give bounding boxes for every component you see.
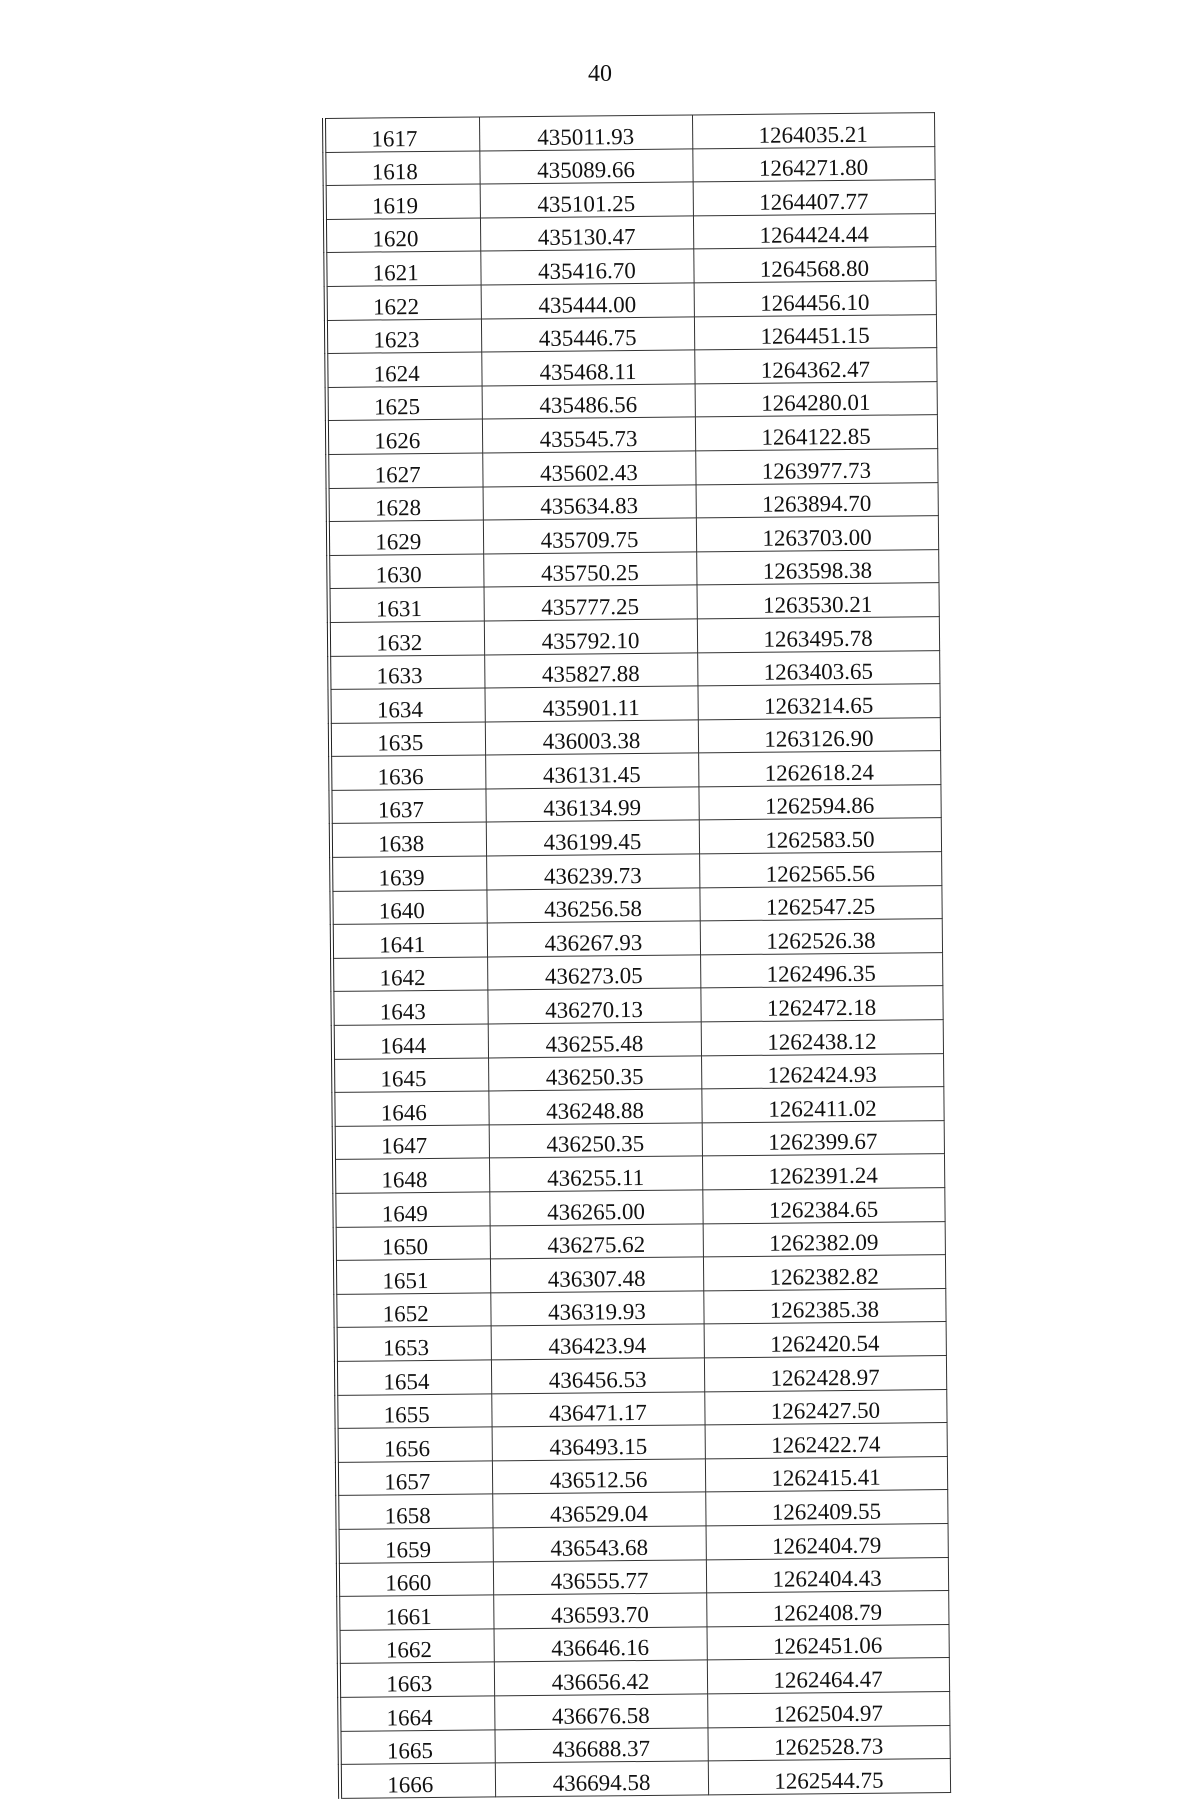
x-coordinate-cell: 436319.93 (490, 1291, 703, 1327)
table-row (332, 952, 942, 991)
table-row (328, 549, 938, 588)
point-number-cell: 1641 (332, 923, 487, 958)
point-number-cell: 1633 (329, 654, 484, 689)
y-coordinate-cell: 1262404.43 (706, 1557, 948, 1593)
x-coordinate-cell: 435446.75 (481, 317, 694, 353)
table-row (337, 1423, 947, 1462)
point-number-cell: 1621 (325, 251, 480, 286)
y-coordinate-cell: 1262385.38 (703, 1288, 945, 1324)
y-coordinate-cell: 1262547.25 (699, 885, 941, 921)
x-coordinate-cell: 436512.56 (492, 1459, 705, 1495)
table-row (325, 247, 935, 286)
point-number-cell: 1620 (325, 218, 480, 253)
table-row (338, 1591, 948, 1630)
y-coordinate-cell: 1263703.00 (696, 516, 938, 552)
x-coordinate-cell: 435792.10 (484, 619, 697, 655)
point-number-cell: 1639 (331, 856, 486, 891)
y-coordinate-cell: 1262428.97 (704, 1356, 946, 1392)
x-coordinate-cell: 436267.93 (487, 921, 700, 957)
point-number-cell: 1648 (334, 1158, 489, 1193)
x-coordinate-cell: 435901.11 (484, 686, 697, 722)
point-number-cell: 1631 (329, 587, 484, 622)
table-row (329, 617, 939, 656)
point-number-cell: 1654 (336, 1360, 491, 1395)
y-coordinate-cell: 1263977.73 (695, 449, 937, 485)
y-coordinate-cell: 1262399.67 (702, 1120, 944, 1156)
point-number-cell: 1627 (327, 453, 482, 488)
x-coordinate-cell: 436555.77 (493, 1559, 706, 1595)
table-row (331, 852, 941, 891)
y-coordinate-cell: 1262496.35 (700, 952, 942, 988)
y-coordinate-cell: 1264451.15 (694, 314, 936, 350)
table-row (338, 1557, 948, 1596)
x-coordinate-cell: 436239.73 (486, 854, 699, 890)
table-row (335, 1288, 945, 1327)
table-row (339, 1725, 949, 1764)
point-number-cell: 1629 (328, 520, 483, 555)
y-coordinate-cell: 1262411.02 (701, 1087, 943, 1123)
point-number-cell: 1623 (326, 319, 481, 354)
table-row (336, 1322, 946, 1361)
x-coordinate-cell: 436646.16 (494, 1627, 707, 1663)
x-coordinate-cell: 436456.53 (491, 1358, 704, 1394)
x-coordinate-cell: 435750.25 (483, 552, 696, 588)
table-row (332, 986, 942, 1025)
table-row (331, 818, 941, 857)
table-row (330, 784, 940, 823)
table-row (340, 1759, 950, 1798)
y-coordinate-cell: 1262565.56 (699, 852, 941, 888)
table-row (325, 180, 935, 219)
table-row (330, 751, 940, 790)
point-number-cell: 1646 (333, 1091, 488, 1126)
y-coordinate-cell: 1264568.80 (693, 247, 935, 283)
table-row (339, 1624, 949, 1663)
x-coordinate-cell: 436131.45 (485, 753, 698, 789)
point-number-cell: 1655 (336, 1393, 491, 1428)
y-coordinate-cell: 1262382.09 (703, 1221, 945, 1257)
x-coordinate-cell: 436134.99 (485, 787, 698, 823)
point-number-cell: 1664 (339, 1696, 494, 1731)
x-coordinate-cell: 436471.17 (491, 1391, 704, 1427)
y-coordinate-cell: 1262526.38 (700, 919, 942, 955)
y-coordinate-cell: 1262408.79 (706, 1591, 948, 1627)
x-coordinate-cell: 436543.68 (493, 1526, 706, 1562)
table-row (334, 1188, 944, 1227)
table-row (335, 1255, 945, 1294)
table-row (337, 1490, 947, 1529)
table-row (325, 213, 935, 252)
x-coordinate-cell: 436656.42 (494, 1660, 707, 1696)
y-coordinate-cell: 1262409.55 (705, 1490, 947, 1526)
point-number-cell: 1649 (334, 1192, 489, 1227)
y-coordinate-cell: 1264362.47 (694, 348, 936, 384)
point-number-cell: 1650 (335, 1226, 490, 1261)
table-row (337, 1456, 947, 1495)
table-row (339, 1691, 949, 1730)
point-number-cell: 1656 (337, 1427, 492, 1462)
x-coordinate-cell: 436529.04 (492, 1492, 705, 1528)
x-coordinate-cell: 436265.00 (489, 1190, 702, 1226)
point-number-cell: 1657 (337, 1461, 492, 1496)
x-coordinate-cell: 435089.66 (479, 149, 692, 185)
point-number-cell: 1624 (326, 352, 481, 387)
table-row (330, 717, 940, 756)
x-coordinate-cell: 435709.75 (483, 518, 696, 554)
point-number-cell: 1652 (335, 1293, 490, 1328)
table-row (338, 1523, 948, 1562)
x-coordinate-cell: 436688.37 (494, 1727, 707, 1763)
y-coordinate-cell: 1263598.38 (696, 549, 938, 585)
point-number-cell: 1645 (333, 1058, 488, 1093)
point-number-cell: 1634 (329, 688, 484, 723)
table-row (336, 1389, 946, 1428)
x-coordinate-cell: 436256.58 (486, 888, 699, 924)
table-row (327, 415, 937, 454)
x-coordinate-cell: 436273.05 (487, 955, 700, 991)
point-number-cell: 1625 (327, 386, 482, 421)
table-row (334, 1154, 944, 1193)
y-coordinate-cell: 1262583.50 (699, 818, 941, 854)
point-number-cell: 1642 (332, 957, 487, 992)
point-number-cell: 1660 (338, 1561, 493, 1596)
y-coordinate-cell: 1262382.82 (703, 1255, 945, 1291)
table-row (326, 314, 936, 353)
y-coordinate-cell: 1262451.06 (706, 1624, 948, 1660)
table-row (324, 146, 934, 185)
x-coordinate-cell: 435634.83 (483, 484, 696, 520)
y-coordinate-cell: 1262420.54 (704, 1322, 946, 1358)
table-row (336, 1356, 946, 1395)
point-number-cell: 1651 (335, 1259, 490, 1294)
x-coordinate-cell: 436593.70 (493, 1593, 706, 1629)
point-number-cell: 1643 (332, 990, 487, 1025)
table-row (333, 1087, 943, 1126)
x-coordinate-cell: 436694.58 (495, 1761, 708, 1797)
y-coordinate-cell: 1262384.65 (702, 1188, 944, 1224)
table-row (333, 1020, 943, 1059)
y-coordinate-cell: 1264271.80 (692, 146, 934, 182)
x-coordinate-cell: 436307.48 (490, 1257, 703, 1293)
y-coordinate-cell: 1262472.18 (700, 986, 942, 1022)
y-coordinate-cell: 1263495.78 (697, 617, 939, 653)
x-coordinate-cell: 436248.88 (488, 1089, 701, 1125)
point-number-cell: 1617 (324, 117, 479, 152)
y-coordinate-cell: 1262618.24 (698, 751, 940, 787)
point-number-cell: 1653 (336, 1326, 491, 1361)
table-row (324, 113, 934, 152)
x-coordinate-cell: 435827.88 (484, 652, 697, 688)
point-number-cell: 1658 (337, 1494, 492, 1529)
x-coordinate-cell: 435486.56 (482, 384, 695, 420)
table-row (335, 1221, 945, 1260)
x-coordinate-cell: 436423.94 (491, 1324, 704, 1360)
point-number-cell: 1663 (339, 1662, 494, 1697)
y-coordinate-cell: 1263214.65 (697, 684, 939, 720)
point-number-cell: 1640 (331, 890, 486, 925)
table-row (329, 650, 939, 689)
table-row (339, 1658, 949, 1697)
x-coordinate-cell: 436003.38 (485, 720, 698, 756)
x-coordinate-cell: 435130.47 (480, 216, 693, 252)
y-coordinate-cell: 1262391.24 (702, 1154, 944, 1190)
y-coordinate-cell: 1264122.85 (695, 415, 937, 451)
page-number: 40 (588, 61, 612, 87)
point-number-cell: 1637 (330, 789, 485, 824)
y-coordinate-cell: 1262438.12 (701, 1020, 943, 1056)
point-number-cell: 1636 (330, 755, 485, 790)
y-coordinate-cell: 1264456.10 (694, 281, 936, 317)
table-row (326, 281, 936, 320)
y-coordinate-cell: 1262528.73 (707, 1725, 949, 1761)
point-number-cell: 1665 (339, 1729, 494, 1764)
y-coordinate-cell: 1262415.41 (705, 1456, 947, 1492)
x-coordinate-cell: 435444.00 (481, 283, 694, 319)
y-coordinate-cell: 1264280.01 (695, 381, 937, 417)
table-row (327, 449, 937, 488)
table-row (329, 684, 939, 723)
point-number-cell: 1666 (340, 1763, 495, 1798)
point-number-cell: 1647 (334, 1125, 489, 1160)
x-coordinate-cell: 435602.43 (482, 451, 695, 487)
point-number-cell: 1661 (338, 1595, 493, 1630)
x-coordinate-cell: 436255.11 (489, 1156, 702, 1192)
y-coordinate-cell: 1262427.50 (704, 1389, 946, 1425)
x-coordinate-cell: 435416.70 (480, 249, 693, 285)
y-coordinate-cell: 1262404.79 (706, 1523, 948, 1559)
x-coordinate-cell: 436250.35 (489, 1123, 702, 1159)
point-number-cell: 1632 (329, 621, 484, 656)
y-coordinate-cell: 1262464.47 (707, 1658, 949, 1694)
point-number-cell: 1662 (339, 1629, 494, 1664)
point-number-cell: 1630 (328, 554, 483, 589)
y-coordinate-cell: 1262544.75 (708, 1759, 950, 1795)
point-number-cell: 1622 (326, 285, 481, 320)
coordinates-table (322, 112, 951, 1798)
point-number-cell: 1638 (331, 822, 486, 857)
y-coordinate-cell: 1262424.93 (701, 1053, 943, 1089)
x-coordinate-cell: 436275.62 (490, 1223, 703, 1259)
table-body (324, 113, 950, 1798)
y-coordinate-cell: 1262594.86 (698, 784, 940, 820)
y-coordinate-cell: 1263403.65 (697, 650, 939, 686)
x-coordinate-cell: 435777.25 (484, 585, 697, 621)
y-coordinate-cell: 1264424.44 (693, 213, 935, 249)
point-number-cell: 1644 (333, 1024, 488, 1059)
x-coordinate-cell: 436250.35 (488, 1056, 701, 1092)
y-coordinate-cell: 1264407.77 (693, 180, 935, 216)
x-coordinate-cell: 435101.25 (480, 182, 693, 218)
x-coordinate-cell: 436676.58 (494, 1694, 707, 1730)
y-coordinate-cell: 1262422.74 (705, 1423, 947, 1459)
y-coordinate-cell: 1263126.90 (698, 717, 940, 753)
y-coordinate-cell: 1263894.70 (696, 482, 938, 518)
table-row (332, 919, 942, 958)
y-coordinate-cell: 1262504.97 (707, 1691, 949, 1727)
table-row (326, 348, 936, 387)
table-row (328, 482, 938, 521)
point-number-cell: 1628 (328, 487, 483, 522)
x-coordinate-cell: 435545.73 (482, 417, 695, 453)
point-number-cell: 1618 (324, 151, 479, 186)
x-coordinate-cell: 436493.15 (492, 1425, 705, 1461)
x-coordinate-cell: 436255.48 (488, 1022, 701, 1058)
table-row (329, 583, 939, 622)
x-coordinate-cell: 436270.13 (487, 988, 700, 1024)
table-row (327, 381, 937, 420)
x-coordinate-cell: 435468.11 (481, 350, 694, 386)
y-coordinate-cell: 1264035.21 (692, 113, 934, 149)
point-number-cell: 1635 (330, 722, 485, 757)
table-row (334, 1120, 944, 1159)
x-coordinate-cell: 436199.45 (486, 820, 699, 856)
x-coordinate-cell: 435011.93 (479, 115, 692, 151)
table-row (331, 885, 941, 924)
table-row (333, 1053, 943, 1092)
coordinates-table-wrapper (322, 112, 951, 1798)
point-number-cell: 1626 (327, 419, 482, 454)
y-coordinate-cell: 1263530.21 (697, 583, 939, 619)
point-number-cell: 1659 (338, 1528, 493, 1563)
table-row (328, 516, 938, 555)
point-number-cell: 1619 (325, 184, 480, 219)
